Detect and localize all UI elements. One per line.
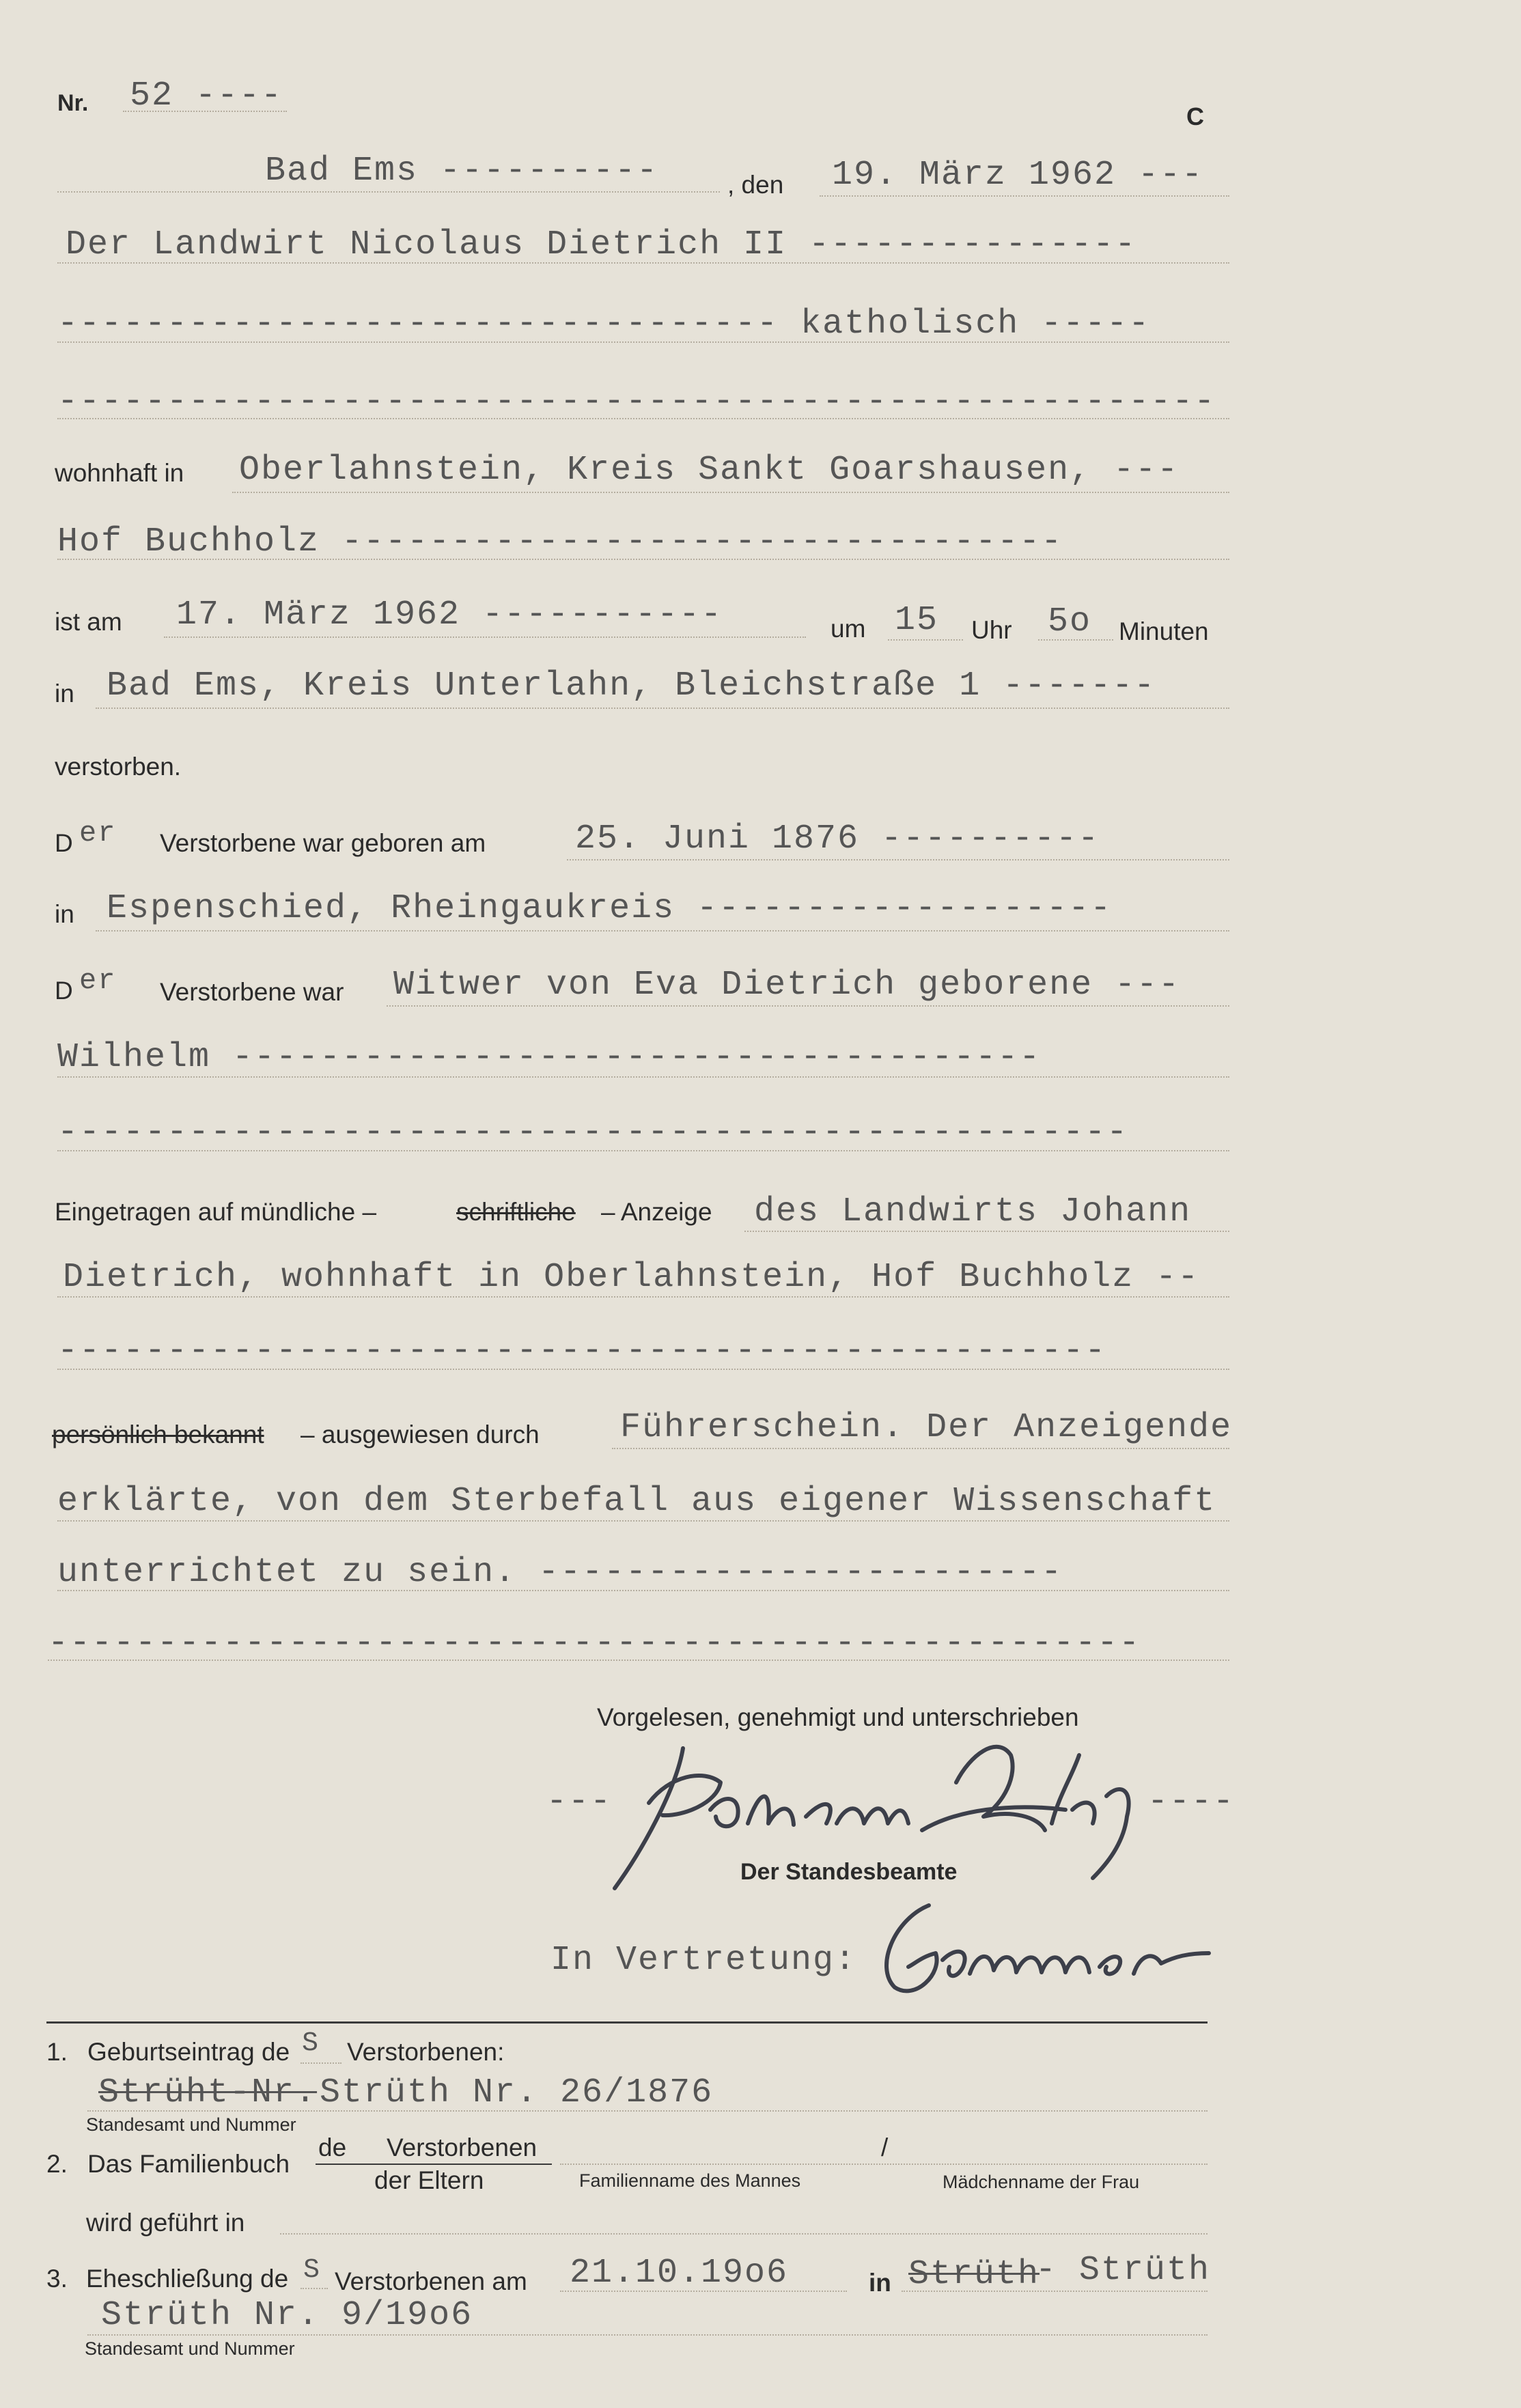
line-rule bbox=[560, 2291, 847, 2292]
note-2-verstorbenen: Verstorbenen bbox=[387, 2133, 538, 2161]
residence-line-1: Oberlahnstein, Kreis Sankt Goarshausen, --- bbox=[239, 451, 1180, 490]
note-3-value: Strüth Nr. 9/19o6 bbox=[101, 2296, 473, 2335]
line-rule bbox=[96, 930, 1229, 932]
identification-line-1: Führerschein. Der Anzeigende bbox=[620, 1408, 1233, 1447]
registrar-label: Der Standesbeamte bbox=[740, 1859, 958, 1885]
den-label: , den bbox=[727, 171, 784, 199]
line-rule bbox=[164, 636, 806, 638]
note-3-typed-s: S bbox=[303, 2255, 322, 2286]
residence-line-2: Hof Buchholz --------------------------------- bbox=[57, 522, 1063, 561]
ist-am-label: ist am bbox=[55, 608, 122, 636]
form-letter: C bbox=[1186, 102, 1204, 130]
note-2-kept-label: wird geführt in bbox=[86, 2209, 245, 2237]
entry-number-line bbox=[123, 111, 287, 112]
note-3-label: Eheschließung de bbox=[86, 2265, 289, 2293]
note-2-number: 2. bbox=[46, 2150, 68, 2178]
identification-label: – ausgewiesen durch bbox=[301, 1420, 540, 1448]
line-rule bbox=[301, 2062, 341, 2064]
marital-prefix-d: D bbox=[55, 977, 73, 1005]
deputy-label: In Vertretung: bbox=[550, 1941, 857, 1980]
report-label-end: – Anzeige bbox=[601, 1198, 712, 1226]
line-rule bbox=[57, 1369, 1229, 1370]
line-rule bbox=[57, 1520, 1229, 1522]
death-date: 17. März 1962 ----------- bbox=[176, 596, 723, 634]
nr-label: Nr. bbox=[57, 90, 89, 116]
uhr-label: Uhr bbox=[971, 616, 1012, 644]
um-label: um bbox=[831, 615, 866, 643]
registry-date: 19. März 1962 --- bbox=[832, 156, 1204, 195]
line-rule bbox=[1038, 639, 1113, 641]
line-rule bbox=[280, 2233, 1208, 2235]
note-2-label: Das Familienbuch bbox=[87, 2150, 290, 2178]
line-rule bbox=[96, 708, 1229, 709]
line-rule bbox=[57, 418, 1229, 419]
residence-label: wohnhaft in bbox=[55, 459, 184, 487]
marital-line-2: Wilhelm ------------------------------------- bbox=[57, 1038, 1042, 1077]
line-rule bbox=[560, 2164, 1208, 2165]
birth-date: 25. Juni 1876 ---------- bbox=[575, 820, 1100, 858]
religion-line: --------------------------------- katholisch ----- bbox=[57, 305, 1151, 344]
line-rule bbox=[612, 1448, 1229, 1449]
note-2-de: de bbox=[318, 2133, 347, 2161]
death-place-in-label: in bbox=[55, 680, 74, 708]
registry-date-line bbox=[820, 195, 1229, 197]
note-3-label-2: Verstorbenen am bbox=[335, 2267, 527, 2295]
report-line-2: Dietrich, wohnhaft in Oberlahnstein, Hof Buchholz -- bbox=[63, 1258, 1200, 1297]
identification-line-2: erklärte, von dem Sterbefall aus eigener Wissenschaft bbox=[57, 1482, 1216, 1521]
blank-line: ----------------------------------------------------- bbox=[57, 382, 1216, 421]
line-rule bbox=[744, 1231, 1229, 1232]
line-rule bbox=[301, 2288, 328, 2289]
note-1-value: Strüth Nr. 26/1876 bbox=[320, 2073, 714, 2112]
note-1-number: 1. bbox=[46, 2038, 68, 2066]
identification-line-4: -------------------------------------------------- bbox=[48, 1624, 1141, 1663]
marital-line-1: Witwer von Eva Dietrich geborene --- bbox=[393, 966, 1181, 1005]
death-hour: 15 bbox=[895, 601, 939, 640]
identification-struck: persönlich bekannt bbox=[52, 1420, 264, 1448]
verstorben-label: verstorben. bbox=[55, 753, 182, 781]
line-rule bbox=[87, 2334, 1208, 2336]
signature-dash-right: ---- bbox=[1147, 1782, 1236, 1821]
note-2-caption-wife: Mädchenname der Frau bbox=[943, 2172, 1140, 2192]
note-2-slash: / bbox=[881, 2133, 889, 2161]
line-rule bbox=[57, 1076, 1229, 1078]
note-3-number: 3. bbox=[46, 2265, 68, 2293]
note-3-in-label: in bbox=[869, 2269, 891, 2297]
note-3-date: 21.10.19o6 bbox=[570, 2254, 789, 2293]
marital-line-3: ------------------------------------------------- bbox=[57, 1113, 1129, 1152]
line-rule bbox=[888, 639, 963, 641]
note-2-caption-husband: Familienname des Mannes bbox=[579, 2170, 801, 2191]
identification-line-3: unterrichtet zu sein. ------------------------ bbox=[57, 1553, 1063, 1592]
line-rule bbox=[567, 859, 1229, 860]
note-1-caption: Standesamt und Nummer bbox=[86, 2114, 296, 2135]
report-line-1: des Landwirts Johann bbox=[754, 1192, 1192, 1231]
birth-place-in-label: in bbox=[55, 900, 74, 928]
death-place: Bad Ems, Kreis Unterlahn, Bleichstraße 1 ------- bbox=[107, 667, 1156, 705]
report-label-struck: schriftliche bbox=[456, 1198, 576, 1226]
report-label-start: Eingetragen auf mündliche – bbox=[55, 1198, 377, 1226]
registrar-signature bbox=[867, 1892, 1223, 2008]
note-1-struck: Strüht-Nr. bbox=[98, 2073, 318, 2112]
deceased-name-line: Der Landwirt Nicolaus Dietrich II --------------- bbox=[66, 225, 1137, 264]
line-rule bbox=[57, 341, 1229, 343]
note-1-label: Geburtseintrag de bbox=[87, 2038, 290, 2066]
marital-label: Verstorbene war bbox=[160, 978, 344, 1006]
note-3-place: - Strüth bbox=[1035, 2251, 1211, 2290]
read-approved-label: Vorgelesen, genehmigt und unterschrieben bbox=[597, 1703, 1079, 1731]
signature-dash-left: --- bbox=[546, 1782, 613, 1821]
marital-prefix-typed: er bbox=[79, 964, 117, 997]
line-rule bbox=[48, 1660, 1229, 1661]
line-rule bbox=[902, 2291, 1208, 2292]
birth-prefix-d: D bbox=[55, 829, 73, 857]
entry-number: 52 ---- bbox=[130, 76, 283, 115]
line-rule bbox=[87, 2110, 1208, 2112]
line-rule bbox=[57, 1296, 1229, 1298]
birth-prefix-typed: er bbox=[79, 817, 117, 850]
note-3-struck: Strüth bbox=[908, 2255, 1040, 2294]
line-rule bbox=[316, 2164, 552, 2165]
line-rule bbox=[57, 559, 1229, 560]
line-rule bbox=[232, 492, 1229, 493]
registry-place-line bbox=[57, 191, 720, 193]
line-rule bbox=[387, 1005, 1229, 1007]
report-line-3: ------------------------------------------------ bbox=[57, 1332, 1107, 1371]
note-1-label-2: Verstorbenen: bbox=[347, 2038, 505, 2066]
birth-label: Verstorbene war geboren am bbox=[160, 829, 486, 857]
notes-separator bbox=[46, 2021, 1208, 2024]
minuten-label: Minuten bbox=[1119, 617, 1209, 645]
registry-place: Bad Ems ---------- bbox=[265, 152, 659, 191]
death-minutes: 5o bbox=[1048, 602, 1092, 641]
line-rule bbox=[57, 262, 1229, 264]
note-1-typed-s: S bbox=[302, 2028, 320, 2059]
birth-place: Espenschied, Rheingaukreis ------------------- bbox=[107, 889, 1113, 928]
note-3-caption: Standesamt und Nummer bbox=[85, 2338, 295, 2359]
line-rule bbox=[57, 1590, 1229, 1591]
note-2-eltern: der Eltern bbox=[374, 2166, 484, 2194]
line-rule bbox=[57, 1150, 1229, 1151]
